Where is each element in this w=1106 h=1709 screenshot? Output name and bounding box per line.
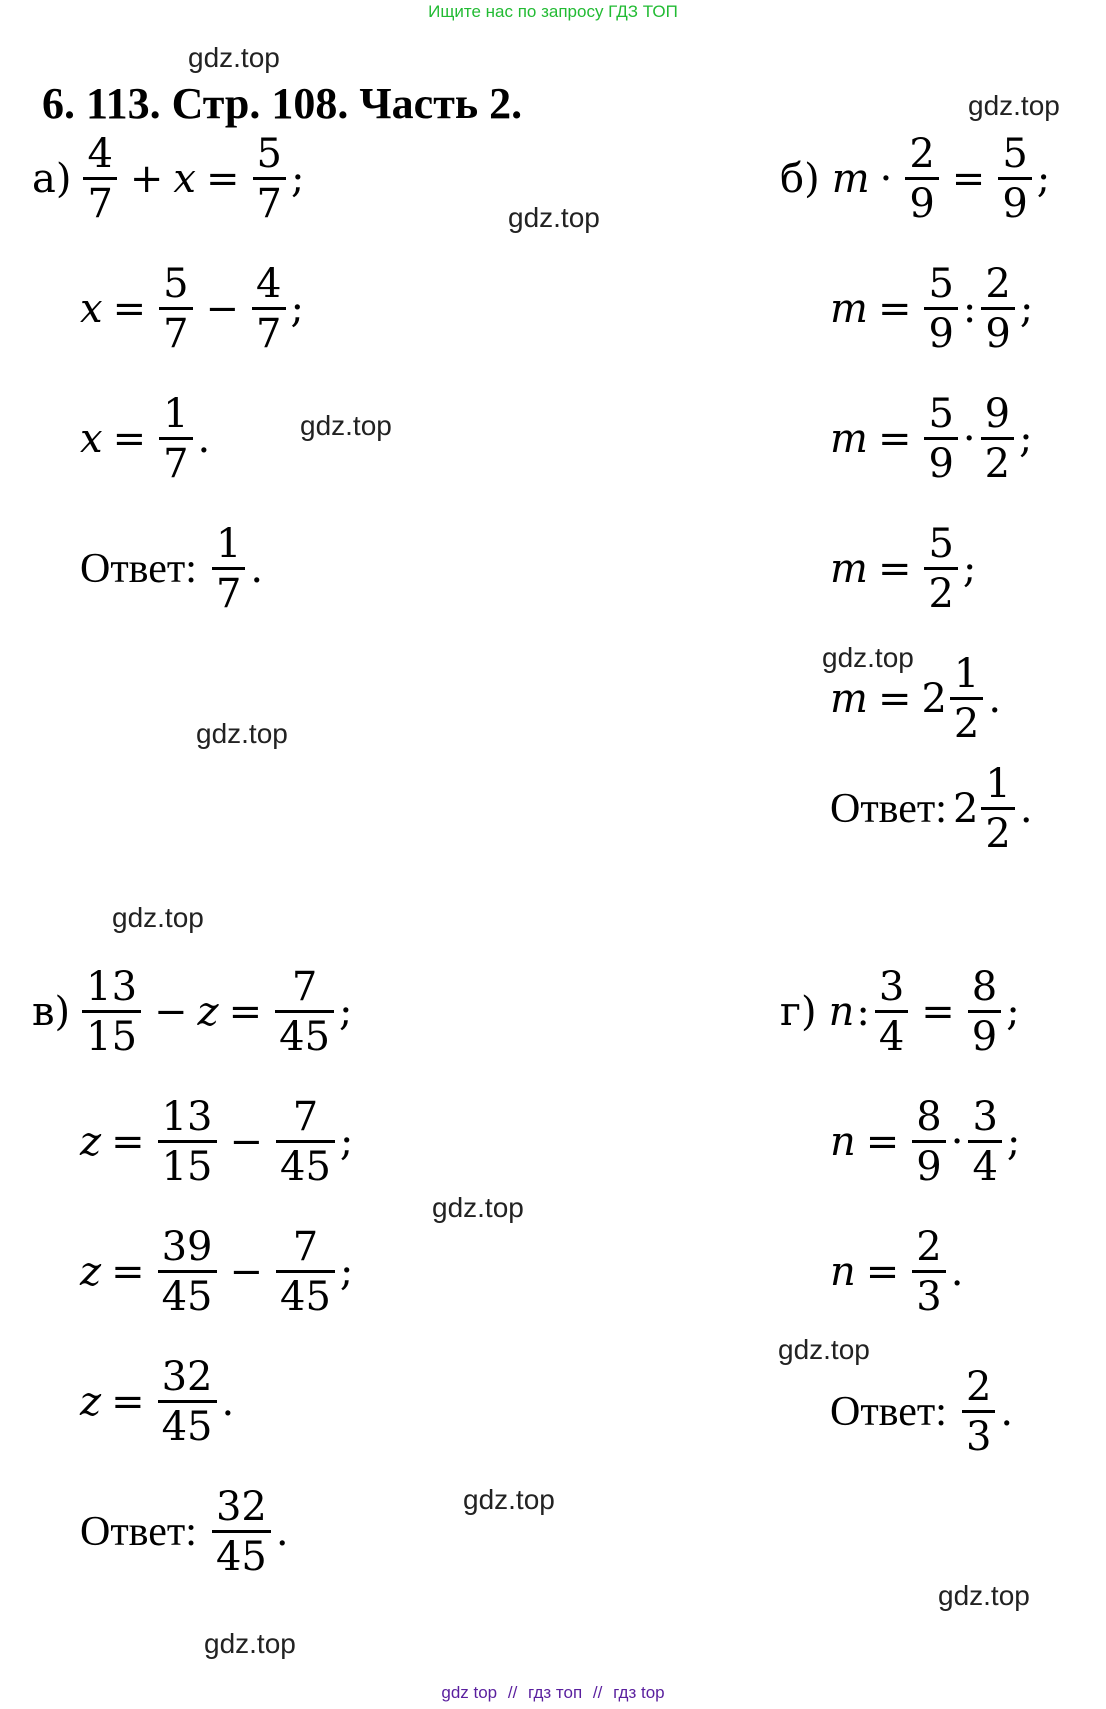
c-answer: Ответ: $\frac{32}{45}$ . (80, 1484, 289, 1580)
a-answer: Ответ: $\frac{1}{7}$ . (80, 521, 264, 617)
watermark: gdz.top (204, 1628, 296, 1659)
c-step-3: z = $\frac{32}{45}$ . (80, 1354, 235, 1450)
b-step-4: m = 2 $\frac{1}{2}$ . (830, 651, 1002, 747)
d-step-1: n = $\frac{8}{9}$ · $\frac{3}{4}$ ; (830, 1094, 1021, 1190)
watermark: gdz.top (463, 1484, 555, 1515)
fraction: $\frac{5}{7}$ (253, 132, 286, 227)
d-step-2: n = $\frac{2}{3}$ . (830, 1224, 964, 1320)
footer-link[interactable]: гдз топ (528, 1683, 583, 1702)
b-answer: Ответ: 2 $\frac{1}{2}$ . (830, 761, 1033, 857)
d-equation: г) n : $\frac{3}{4}$ = $\frac{8}{9}$ ; (780, 964, 1020, 1060)
a-equation: а) $\frac{4}{7}$ + x = $\frac{5}{7}$ ; (32, 131, 305, 227)
watermark: gdz.top (822, 642, 914, 673)
watermark: gdz.top (938, 1580, 1030, 1611)
watermark: gdz.top (196, 718, 288, 749)
d-label: г) (780, 989, 817, 1036)
a-label: а) (32, 156, 72, 203)
search-banner[interactable]: Ищите нас по запросу ГДЗ ТОП (428, 2, 678, 21)
d-answer: Ответ: $\frac{2}{3}$ . (830, 1364, 1014, 1460)
c-step-1: z = $\frac{13}{15}$ − $\frac{7}{45}$ ; (80, 1094, 354, 1190)
footer-link[interactable]: gdz top (441, 1683, 498, 1702)
watermark: gdz.top (188, 42, 280, 73)
c-step-2: z = $\frac{39}{45}$ − $\frac{7}{45}$ ; (80, 1224, 354, 1320)
footer-link[interactable]: гдз top (613, 1683, 665, 1702)
footer-links: gdz top // гдз топ // гдз top (441, 1683, 665, 1702)
b-step-1: m = $\frac{5}{9}$ : $\frac{2}{9}$ ; (830, 261, 1034, 357)
page-title: 6. 113. Стр. 108. Часть 2. (42, 79, 523, 128)
watermark: gdz.top (508, 202, 600, 233)
b-label: б) (780, 156, 820, 203)
b-equation: б) m · $\frac{2}{9}$ = $\frac{5}{9}$ ; (780, 131, 1051, 227)
c-label: в) (32, 989, 71, 1036)
b-step-3: m = $\frac{5}{2}$ ; (830, 521, 977, 617)
b-step-2: m = $\frac{5}{9}$ · $\frac{9}{2}$ ; (830, 391, 1033, 487)
watermark: gdz.top (300, 410, 392, 441)
fraction: $\frac{4}{7}$ (83, 132, 116, 227)
watermark: gdz.top (968, 90, 1060, 121)
a-step-2: x = $\frac{1}{7}$ . (80, 391, 211, 487)
c-equation: в) $\frac{13}{15}$ − z = $\frac{7}{45}$ ; (32, 964, 353, 1060)
watermark: gdz.top (112, 902, 204, 933)
watermark: gdz.top (432, 1192, 524, 1223)
watermark: gdz.top (778, 1334, 870, 1365)
a-step-1: x = $\frac{5}{7}$ − $\frac{4}{7}$ ; (80, 261, 304, 357)
